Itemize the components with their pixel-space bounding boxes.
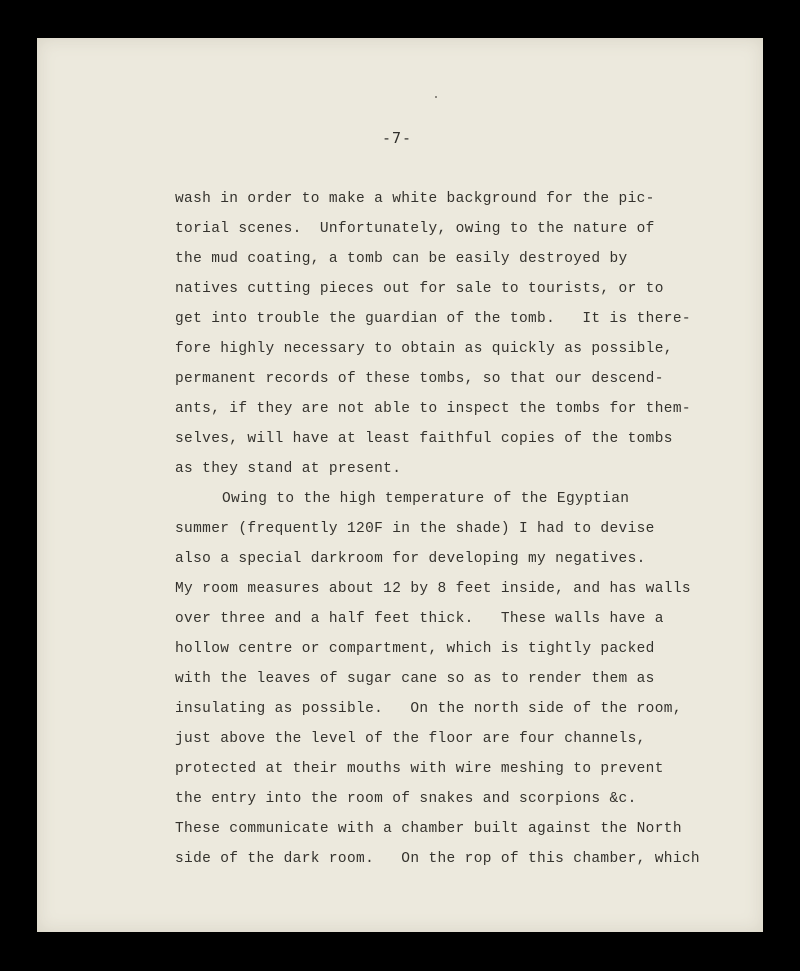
text-line: natives cutting pieces out for sale to tourists, or to [175, 281, 664, 297]
text-line: selves, will have at least faithful copies of the tombs [175, 431, 673, 447]
page-number: -7- [382, 129, 413, 147]
text-line: permanent records of these tombs, so that our descend- [175, 371, 664, 387]
text-line: wash in order to make a white background for the pic- [175, 191, 655, 207]
text-line: fore highly necessary to obtain as quickly as possible, [175, 341, 673, 357]
text-line: the mud coating, a tomb can be easily destroyed by [175, 251, 628, 267]
paper-speck [435, 96, 437, 98]
text-line: as they stand at present. [175, 461, 402, 477]
text-line: get into trouble the guardian of the tomb. It is there- [175, 311, 691, 327]
text-line: over three and a half feet thick. These walls have a [175, 611, 664, 627]
text-line: summer (frequently 120F in the shade) I had to devise [175, 521, 655, 537]
text-line: hollow centre or compartment, which is tightly packed [175, 641, 655, 657]
text-line: These communicate with a chamber built against the North [175, 821, 682, 837]
document-page [37, 38, 763, 932]
text-line: the entry into the room of snakes and scorpions &c. [175, 791, 637, 807]
text-line: also a special darkroom for developing my negatives. [175, 551, 646, 567]
text-line: My room measures about 12 by 8 feet inside, and has walls [175, 581, 691, 597]
text-line: side of the dark room. On the rop of this chamber, which [175, 851, 700, 867]
text-line: with the leaves of sugar cane so as to render them as [175, 671, 655, 687]
text-line: torial scenes. Unfortunately, owing to the nature of [175, 221, 655, 237]
text-line: Owing to the high temperature of the Egyptian [222, 491, 630, 507]
text-line: insulating as possible. On the north side of the room, [175, 701, 682, 717]
text-line: just above the level of the floor are four channels, [175, 731, 646, 747]
text-line: ants, if they are not able to inspect the tombs for them- [175, 401, 691, 417]
text-line: protected at their mouths with wire meshing to prevent [175, 761, 664, 777]
